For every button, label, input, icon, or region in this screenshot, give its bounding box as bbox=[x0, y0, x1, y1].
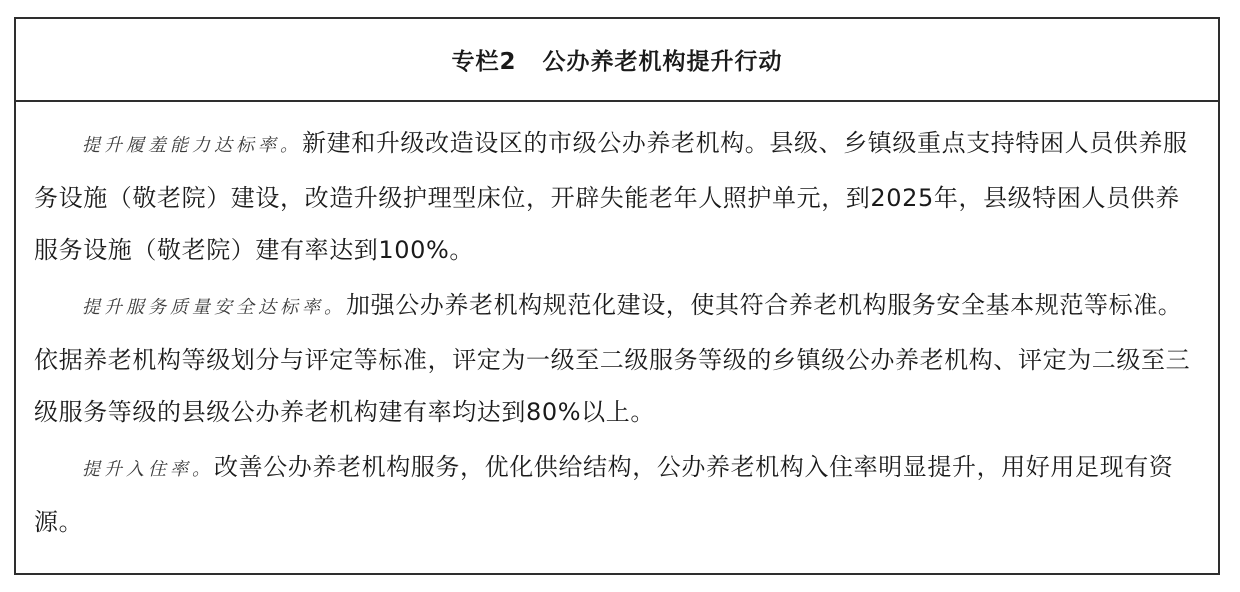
paragraph-occupancy bbox=[34, 441, 1204, 548]
box-title-text: 公办养老机构提升行动 bbox=[542, 49, 783, 75]
paragraph-text: 加强公办养老机构规范化建设，使其符合养老机构服务安全基本规范等标准。依据养老机构等级划分与评定等标准，评定为一级至二级服务等级的乡镇级公办养老机构、评定为二级至三级服务等级的县级公办养老机构建有率均达到80%以上。 bbox=[34, 291, 1191, 426]
paragraph-lead: 提升服务质量安全达标率。 bbox=[82, 297, 346, 318]
paragraph-lead: 提升履羞能力达标率。 bbox=[82, 135, 302, 156]
paragraph-care-capacity bbox=[34, 117, 1204, 276]
box-header bbox=[16, 19, 1218, 102]
paragraph-text: 改善公办养老机构服务，优化供给结构，公办养老机构入住率明显提升，用好用足现有资源。 bbox=[34, 453, 1174, 536]
box-body bbox=[34, 117, 1204, 551]
column-box bbox=[14, 17, 1220, 575]
paragraph-service-quality bbox=[34, 279, 1204, 438]
box-title bbox=[451, 43, 782, 76]
box-title-label: 专栏2 bbox=[451, 49, 517, 75]
paragraph-lead: 提升入住率。 bbox=[82, 459, 214, 480]
paragraph-text: 新建和升级改造设区的市级公办养老机构。县级、乡镇级重点支持特困人员供养服务设施（敬老院）建设，改造升级护理型床位，开辟失能老年人照护单元，到2025年，县级特困人员供养服务设施（敬老院）建有率达到100%。 bbox=[34, 129, 1188, 264]
